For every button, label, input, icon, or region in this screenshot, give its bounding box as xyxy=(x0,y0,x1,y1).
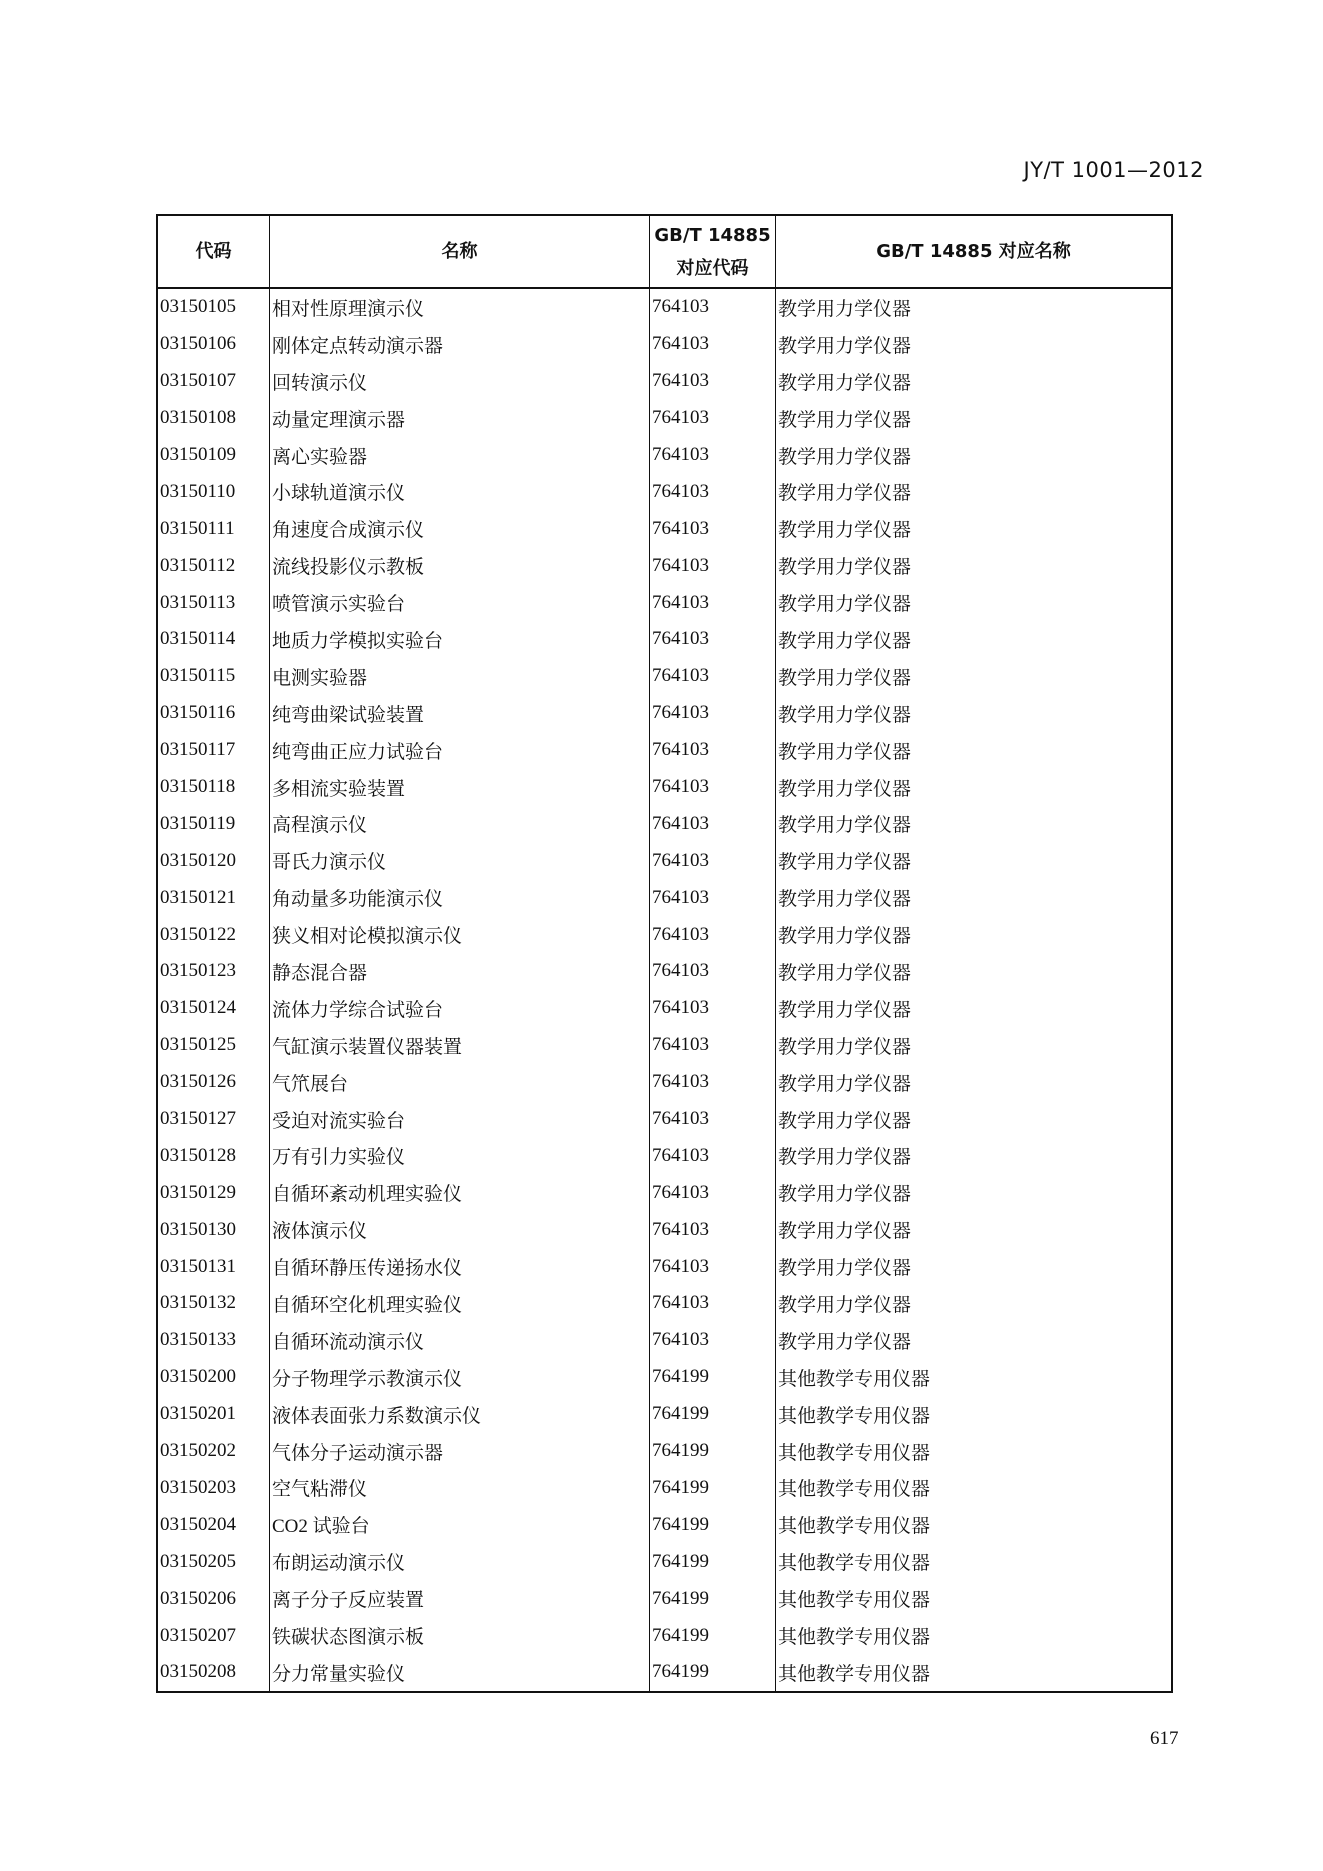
cell-gb-code: 764199 xyxy=(650,1543,776,1580)
cell-code: 03150112 xyxy=(157,547,270,584)
cell-name: 纯弯曲正应力试验台 xyxy=(270,732,650,769)
cell-name: 角动量多功能演示仪 xyxy=(270,879,650,916)
cell-gb-code: 764103 xyxy=(650,1137,776,1174)
cell-code: 03150118 xyxy=(157,769,270,806)
cell-gb-code: 764103 xyxy=(650,326,776,363)
cell-name: 喷管演示实验台 xyxy=(270,584,650,621)
table-row xyxy=(157,1470,1172,1507)
cell-code: 03150131 xyxy=(157,1248,270,1285)
table-row xyxy=(157,1617,1172,1654)
cell-gb-name: 教学用力学仪器 xyxy=(776,1101,1173,1138)
cell-code: 03150205 xyxy=(157,1543,270,1580)
cell-code: 03150111 xyxy=(157,510,270,547)
cell-code: 03150130 xyxy=(157,1211,270,1248)
cell-name: 铁碳状态图演示板 xyxy=(270,1617,650,1654)
table-row xyxy=(157,1543,1172,1580)
cell-name: 液体表面张力系数演示仪 xyxy=(270,1396,650,1433)
cell-gb-name: 教学用力学仪器 xyxy=(776,953,1173,990)
cell-code: 03150115 xyxy=(157,658,270,695)
table-row xyxy=(157,437,1172,474)
cell-gb-code: 764103 xyxy=(650,437,776,474)
cell-name: 回转演示仪 xyxy=(270,363,650,400)
cell-code: 03150107 xyxy=(157,363,270,400)
cell-gb-code: 764199 xyxy=(650,1580,776,1617)
cell-code: 03150207 xyxy=(157,1617,270,1654)
cell-gb-code: 764199 xyxy=(650,1654,776,1692)
cell-gb-code: 764103 xyxy=(650,1064,776,1101)
cell-name: 哥氏力演示仪 xyxy=(270,842,650,879)
cell-name: 空气粘滞仪 xyxy=(270,1470,650,1507)
cell-gb-code: 764103 xyxy=(650,288,776,326)
cell-gb-code: 764103 xyxy=(650,473,776,510)
cell-code: 03150123 xyxy=(157,953,270,990)
table-row xyxy=(157,916,1172,953)
cell-gb-code: 764199 xyxy=(650,1470,776,1507)
cell-gb-name: 其他教学专用仪器 xyxy=(776,1617,1173,1654)
standard-number: JY/T 1001—2012 xyxy=(1023,158,1204,182)
table-row xyxy=(157,1027,1172,1064)
cell-name: 气笊展台 xyxy=(270,1064,650,1101)
table-row xyxy=(157,473,1172,510)
cell-gb-code: 764103 xyxy=(650,1285,776,1322)
table-row xyxy=(157,1396,1172,1433)
cell-name: 自循环紊动机理实验仪 xyxy=(270,1174,650,1211)
cell-code: 03150203 xyxy=(157,1470,270,1507)
cell-gb-name: 教学用力学仪器 xyxy=(776,326,1173,363)
table-row xyxy=(157,1064,1172,1101)
table-header-row xyxy=(157,215,1172,288)
cell-gb-name: 教学用力学仪器 xyxy=(776,288,1173,326)
cell-gb-code: 764199 xyxy=(650,1506,776,1543)
table-row xyxy=(157,1285,1172,1322)
cell-gb-name: 其他教学专用仪器 xyxy=(776,1359,1173,1396)
cell-gb-code: 764103 xyxy=(650,1101,776,1138)
cell-gb-name: 教学用力学仪器 xyxy=(776,584,1173,621)
cell-gb-code: 764103 xyxy=(650,805,776,842)
table-row xyxy=(157,326,1172,363)
cell-gb-name: 教学用力学仪器 xyxy=(776,1285,1173,1322)
cell-name: 离心实验器 xyxy=(270,437,650,474)
cell-code: 03150200 xyxy=(157,1359,270,1396)
cell-gb-code: 764199 xyxy=(650,1433,776,1470)
cell-code: 03150120 xyxy=(157,842,270,879)
cell-name: 多相流实验装置 xyxy=(270,769,650,806)
cell-name: 分力常量实验仪 xyxy=(270,1654,650,1692)
cell-name: 受迫对流实验台 xyxy=(270,1101,650,1138)
table-row xyxy=(157,1137,1172,1174)
cell-gb-name: 教学用力学仪器 xyxy=(776,769,1173,806)
cell-code: 03150122 xyxy=(157,916,270,953)
cell-gb-code: 764103 xyxy=(650,363,776,400)
cell-gb-name: 其他教学专用仪器 xyxy=(776,1506,1173,1543)
cell-gb-name: 教学用力学仪器 xyxy=(776,363,1173,400)
table-row xyxy=(157,621,1172,658)
cell-gb-code: 764103 xyxy=(650,621,776,658)
cell-gb-code: 764103 xyxy=(650,769,776,806)
cell-code: 03150108 xyxy=(157,400,270,437)
cell-gb-name: 其他教学专用仪器 xyxy=(776,1543,1173,1580)
table-row xyxy=(157,1506,1172,1543)
cell-gb-name: 教学用力学仪器 xyxy=(776,1027,1173,1064)
table-row xyxy=(157,990,1172,1027)
cell-name: 小球轨道演示仪 xyxy=(270,473,650,510)
table-row xyxy=(157,842,1172,879)
cell-gb-name: 教学用力学仪器 xyxy=(776,621,1173,658)
cell-gb-name: 教学用力学仪器 xyxy=(776,1322,1173,1359)
cell-gb-name: 其他教学专用仪器 xyxy=(776,1654,1173,1692)
table-row xyxy=(157,879,1172,916)
table-row xyxy=(157,1174,1172,1211)
cell-gb-code: 764103 xyxy=(650,510,776,547)
cell-gb-code: 764199 xyxy=(650,1396,776,1433)
table-row xyxy=(157,1322,1172,1359)
cell-name: 纯弯曲梁试验装置 xyxy=(270,695,650,732)
cell-code: 03150132 xyxy=(157,1285,270,1322)
cell-code: 03150124 xyxy=(157,990,270,1027)
cell-name: 气缸演示装置仪器装置 xyxy=(270,1027,650,1064)
cell-name: 自循环静压传递扬水仪 xyxy=(270,1248,650,1285)
cell-gb-code: 764103 xyxy=(650,879,776,916)
cell-code: 03150119 xyxy=(157,805,270,842)
cell-code: 03150206 xyxy=(157,1580,270,1617)
cell-code: 03150110 xyxy=(157,473,270,510)
table-row xyxy=(157,1654,1172,1692)
cell-name: 万有引力实验仪 xyxy=(270,1137,650,1174)
table-row xyxy=(157,805,1172,842)
table-row xyxy=(157,953,1172,990)
cell-code: 03150127 xyxy=(157,1101,270,1138)
cell-gb-code: 764103 xyxy=(650,1211,776,1248)
cell-gb-name: 其他教学专用仪器 xyxy=(776,1470,1173,1507)
cell-code: 03150121 xyxy=(157,879,270,916)
cell-gb-code: 764103 xyxy=(650,1322,776,1359)
cell-gb-name: 其他教学专用仪器 xyxy=(776,1580,1173,1617)
cell-code: 03150125 xyxy=(157,1027,270,1064)
cell-gb-name: 教学用力学仪器 xyxy=(776,695,1173,732)
cell-code: 03150208 xyxy=(157,1654,270,1692)
table-row xyxy=(157,584,1172,621)
table-row xyxy=(157,1433,1172,1470)
cell-gb-name: 教学用力学仪器 xyxy=(776,732,1173,769)
cell-gb-code: 764103 xyxy=(650,584,776,621)
cell-gb-name: 教学用力学仪器 xyxy=(776,1211,1173,1248)
cell-name: 自循环流动演示仪 xyxy=(270,1322,650,1359)
cell-name: 地质力学模拟实验台 xyxy=(270,621,650,658)
col-header-code: 代码 xyxy=(157,215,270,288)
cell-gb-code: 764103 xyxy=(650,732,776,769)
cell-gb-code: 764103 xyxy=(650,842,776,879)
cell-gb-code: 764103 xyxy=(650,990,776,1027)
cell-name: 狭义相对论模拟演示仪 xyxy=(270,916,650,953)
cell-code: 03150105 xyxy=(157,288,270,326)
cell-code: 03150126 xyxy=(157,1064,270,1101)
cell-name: 相对性原理演示仪 xyxy=(270,288,650,326)
cell-code: 03150201 xyxy=(157,1396,270,1433)
cell-gb-code: 764103 xyxy=(650,1174,776,1211)
cell-gb-name: 教学用力学仪器 xyxy=(776,1137,1173,1174)
cell-gb-name: 教学用力学仪器 xyxy=(776,879,1173,916)
cell-name: 分子物理学示教演示仪 xyxy=(270,1359,650,1396)
cell-gb-name: 教学用力学仪器 xyxy=(776,990,1173,1027)
table-row xyxy=(157,510,1172,547)
table-row xyxy=(157,288,1172,326)
table-row xyxy=(157,400,1172,437)
cell-gb-name: 教学用力学仪器 xyxy=(776,658,1173,695)
cell-code: 03150133 xyxy=(157,1322,270,1359)
cell-gb-code: 764199 xyxy=(650,1359,776,1396)
page-number: 617 xyxy=(1150,1728,1179,1749)
cell-code: 03150128 xyxy=(157,1137,270,1174)
cell-gb-name: 教学用力学仪器 xyxy=(776,1248,1173,1285)
cell-name: 动量定理演示器 xyxy=(270,400,650,437)
cell-code: 03150117 xyxy=(157,732,270,769)
table-row xyxy=(157,1580,1172,1617)
cell-gb-code: 764103 xyxy=(650,953,776,990)
gb-code-line2: 对应代码 xyxy=(676,257,749,279)
table-row xyxy=(157,1248,1172,1285)
cell-gb-name: 教学用力学仪器 xyxy=(776,473,1173,510)
cell-gb-name: 教学用力学仪器 xyxy=(776,400,1173,437)
table-row xyxy=(157,695,1172,732)
cell-name: 刚体定点转动演示器 xyxy=(270,326,650,363)
table-row xyxy=(157,658,1172,695)
cell-gb-name: 其他教学专用仪器 xyxy=(776,1396,1173,1433)
table-row xyxy=(157,1101,1172,1138)
cell-gb-name: 教学用力学仪器 xyxy=(776,437,1173,474)
cell-gb-code: 764103 xyxy=(650,1248,776,1285)
gb-code-line1: GB/T 14885 xyxy=(654,224,771,246)
cell-code: 03150109 xyxy=(157,437,270,474)
cell-gb-name: 教学用力学仪器 xyxy=(776,805,1173,842)
cell-gb-name: 教学用力学仪器 xyxy=(776,842,1173,879)
cell-gb-code: 764103 xyxy=(650,1027,776,1064)
col-header-gb-code xyxy=(650,215,776,288)
cell-code: 03150204 xyxy=(157,1506,270,1543)
cell-gb-code: 764199 xyxy=(650,1617,776,1654)
cell-code: 03150113 xyxy=(157,584,270,621)
cell-gb-code: 764103 xyxy=(650,916,776,953)
cell-name: 流线投影仪示教板 xyxy=(270,547,650,584)
cell-code: 03150129 xyxy=(157,1174,270,1211)
code-table xyxy=(156,214,1173,1693)
cell-code: 03150114 xyxy=(157,621,270,658)
cell-gb-code: 764103 xyxy=(650,695,776,732)
cell-gb-name: 教学用力学仪器 xyxy=(776,547,1173,584)
cell-gb-code: 764103 xyxy=(650,400,776,437)
cell-name: 角速度合成演示仪 xyxy=(270,510,650,547)
table-row xyxy=(157,547,1172,584)
table-row xyxy=(157,1359,1172,1396)
table-row xyxy=(157,1211,1172,1248)
cell-code: 03150106 xyxy=(157,326,270,363)
cell-name: 高程演示仪 xyxy=(270,805,650,842)
cell-name: 电测实验器 xyxy=(270,658,650,695)
cell-name: 液体演示仪 xyxy=(270,1211,650,1248)
cell-gb-name: 教学用力学仪器 xyxy=(776,1064,1173,1101)
cell-gb-name: 教学用力学仪器 xyxy=(776,1174,1173,1211)
cell-gb-name: 其他教学专用仪器 xyxy=(776,1433,1173,1470)
cell-name: 流体力学综合试验台 xyxy=(270,990,650,1027)
cell-gb-name: 教学用力学仪器 xyxy=(776,510,1173,547)
cell-code: 03150202 xyxy=(157,1433,270,1470)
cell-code: 03150116 xyxy=(157,695,270,732)
cell-gb-name: 教学用力学仪器 xyxy=(776,916,1173,953)
cell-name: 离子分子反应装置 xyxy=(270,1580,650,1617)
table-row xyxy=(157,769,1172,806)
col-header-gb-name: GB/T 14885 对应名称 xyxy=(776,215,1173,288)
cell-gb-code: 764103 xyxy=(650,658,776,695)
col-header-name: 名称 xyxy=(270,215,650,288)
cell-name: 静态混合器 xyxy=(270,953,650,990)
cell-name: CO2 试验台 xyxy=(270,1506,650,1543)
table-row xyxy=(157,363,1172,400)
cell-name: 自循环空化机理实验仪 xyxy=(270,1285,650,1322)
table-row xyxy=(157,732,1172,769)
cell-name: 气体分子运动演示器 xyxy=(270,1433,650,1470)
cell-name: 布朗运动演示仪 xyxy=(270,1543,650,1580)
cell-gb-code: 764103 xyxy=(650,547,776,584)
